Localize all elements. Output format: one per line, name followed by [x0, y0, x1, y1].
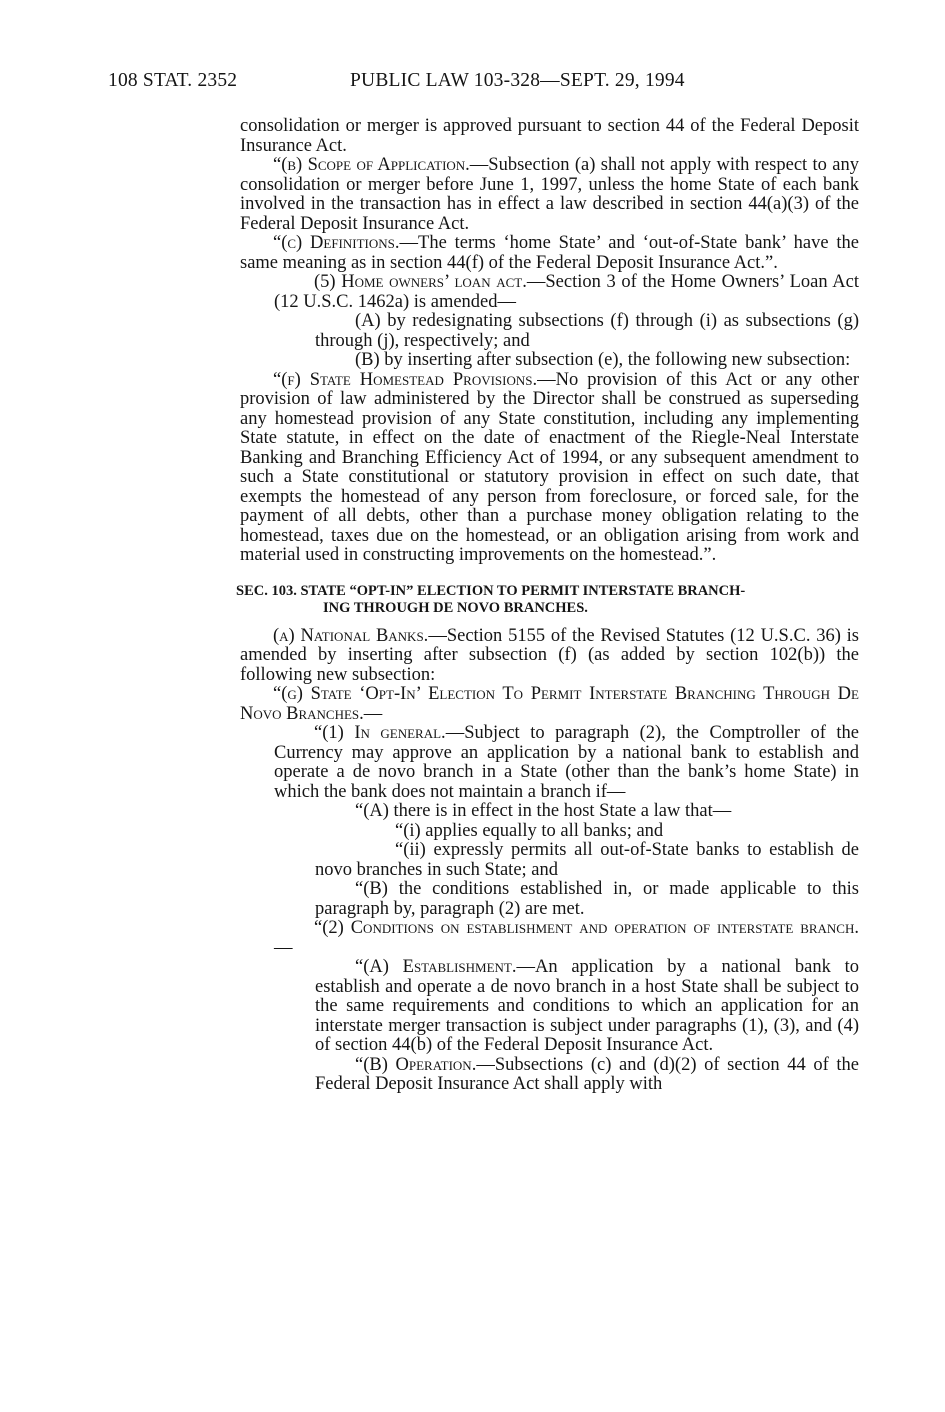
- paragraph-text: (B) by inserting after subsection (e), the following new subsection:: [355, 350, 851, 370]
- paragraph-text: “(B) the conditions established in, or made applicable to this paragraph by, paragraph (2) are met.: [315, 879, 859, 919]
- paragraph-text: —Subsection (a) shall not apply with respect to any consolidation or merger before June 1, 1997, unless the home State of each bank involved in the transaction has in effect a law described in section 44(a)(3) of the Federal Deposit Insurance Act.: [240, 155, 859, 234]
- page-header: [108, 70, 768, 98]
- paragraph-text: —Section 3 of the Home Owners’ Loan Act (12 U.S.C. 1462a) is amended—: [274, 272, 859, 312]
- subsection-f-homestead: [240, 371, 859, 566]
- subsection-heading: “(c) Definitions.: [273, 233, 400, 253]
- paragraph-text: —: [363, 703, 383, 724]
- subparagraph-heading: “(B) Operation.: [355, 1054, 477, 1075]
- subsection-g-opt-in: [240, 685, 859, 724]
- subsection-c-definitions: [240, 234, 859, 273]
- subparagraph-a-host-state-law: [315, 802, 859, 822]
- paragraph-text: “(ii) expressly permits all out-of-State banks to establish de novo branches in such State; and: [315, 840, 859, 880]
- paragraph-text: —The terms ‘home State’ and ‘out-of-State bank’ have the same meaning as in section 44(f) of the Federal Deposit Insurance Act.”.: [240, 233, 859, 273]
- section-103-heading: [236, 583, 859, 617]
- paragraph-continuation: [240, 117, 859, 156]
- paragraph-text: —No provision of this Act or any other provision of law administered by the Director shall be construed as superseding any homestead provision of any State constitution, including any implementing State statute, in effect on the date of enactment of the Riegle-Neal Interstate Banking and Branching Efficiency Act of 1994, or any subsequent amendment to such a State constitutional or statutory provision in effect on such date, that exempts the homestead of any person from foreclosure, or forced sale, for the payment of all debts, other than a purchase money obligation relating to the homestead, taxes due on the homestead, or an obligation arising from work and material used in constructing improvements on the homestead.”.: [240, 369, 859, 565]
- subsection-heading: “(b) Scope of Application.: [273, 155, 470, 175]
- paragraph-text: consolidation or merger is approved pursuant to section 44 of the Federal Deposit Insurance Act.: [240, 116, 859, 156]
- subsection-heading: “(f) State Homestead Provisions.: [273, 369, 538, 390]
- clause-i-applies-equally: [315, 822, 859, 842]
- paragraph-1-in-general: [274, 724, 859, 802]
- subsection-b-scope: [240, 156, 859, 234]
- subparagraph-a-establishment: [315, 958, 859, 1056]
- public-law-date: PUBLIC LAW 103-328—SEPT. 29, 1994: [350, 70, 685, 91]
- subparagraph-b-conditions-met: [315, 880, 859, 919]
- paragraph-text: —Subsections (c) and (d)(2) of section 44 of the Federal Deposit Insurance Act shall apply with: [315, 1054, 859, 1094]
- paragraph-2-conditions: [274, 919, 859, 958]
- paragraph-text: —An application by a national bank to establish and operate a de novo branch in a host State shall be subject to the same requirements and conditions to which an application for an interstate merger transaction is subject under paragraphs (1), (3), and (4) of section 44(b) of the Federal Deposit Insurance Act.: [315, 957, 859, 1055]
- paragraph-5-home-owners-loan-act: [274, 273, 859, 312]
- paragraph-heading: (5) Home owners’ loan act.: [314, 272, 527, 292]
- section-heading-line: SEC. 103. STATE “OPT-IN” ELECTION TO PERMIT INTERSTATE BRANCH-: [236, 582, 746, 599]
- subparagraph-heading: “(A) Establishment.: [355, 957, 517, 977]
- paragraph-text: —: [274, 937, 293, 958]
- paragraph-text: “(i) applies equally to all banks; and: [395, 820, 664, 841]
- clause-ii-expressly-permits: [315, 841, 859, 880]
- subparagraph-b-inserting: [315, 351, 859, 371]
- subsection-a-national-banks: [240, 627, 859, 686]
- subsection-heading: (a) National Banks.: [273, 625, 429, 646]
- paragraph-text: “(A) there is in effect in the host State a law that—: [355, 801, 732, 821]
- subparagraph-a-redesignating: [315, 312, 859, 351]
- statute-body: [236, 116, 859, 1095]
- paragraph-text: —Subject to paragraph (2), the Comptroller of the Currency may approve an application by a national bank to establish and operate a de novo branch in a State (other than the bank’s home State) in which the bank does not maintain a branch if—: [274, 723, 859, 802]
- subparagraph-b-operation: [315, 1056, 859, 1095]
- paragraph-text: —Section 5155 of the Revised Statutes (12 U.S.C. 36) is amended by inserting after subsection (f) (as added by section 102(b)) the following new subsection:: [240, 625, 859, 685]
- section-heading-line: ING THROUGH DE NOVO BRANCHES.: [323, 599, 588, 616]
- paragraph-heading: “(2) Conditions on establishment and operation of interstate branch.: [314, 918, 859, 938]
- subsection-heading: “(g) State ‘Opt-In’ Election To Permit Interstate Branching Through De Novo Branches.: [240, 684, 859, 724]
- statute-reference: 108 STAT. 2352: [108, 70, 238, 91]
- paragraph-text: (A) by redesignating subsections (f) through (i) as subsections (g) through (j), respectively; and: [315, 311, 859, 351]
- paragraph-heading: “(1) In general.: [314, 723, 446, 743]
